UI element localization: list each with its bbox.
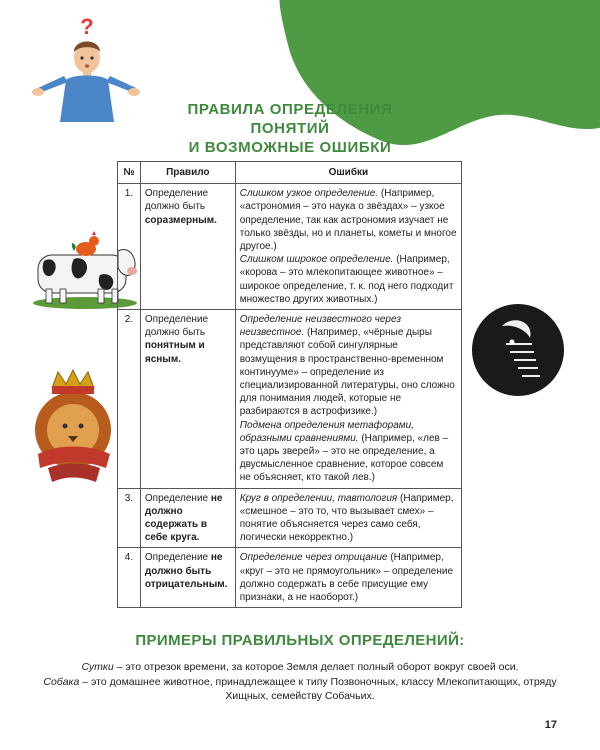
- row-number: 3.: [118, 488, 141, 548]
- errors-cell: [235, 488, 461, 548]
- rules-table: [117, 161, 462, 608]
- column-header-num: №: [118, 162, 141, 184]
- confused-person-illustration: [30, 10, 140, 122]
- moon-stairs-illustration: [472, 304, 564, 396]
- title-line-2: И ВОЗМОЖНЫЕ ОШИБКИ: [188, 139, 392, 156]
- example-definition: [40, 675, 560, 703]
- error-entry: [240, 253, 457, 306]
- rule-text: Определение должно быть: [144, 314, 209, 339]
- example-text: – это отрезок времени, за которое Земля делает полный оборот вокруг своей оси.: [113, 661, 519, 673]
- rule-key-term: не должно быть отрицательным.: [144, 552, 228, 590]
- rule-cell: [140, 548, 235, 608]
- table-header-row: [118, 162, 462, 184]
- error-name: Определение неизвестного через неизвестное.: [239, 314, 402, 339]
- error-entry: [240, 419, 457, 485]
- row-number: 2.: [118, 310, 141, 489]
- title-line-1: ПРАВИЛА ОПРЕДЕЛЕНИЯ ПОНЯТИЙ: [187, 101, 393, 137]
- table-row: [118, 488, 462, 548]
- error-example: (Например, «корова – это млекопитающее животное» – широкое определение, т. к. под него подходит множество других животных.): [239, 254, 454, 305]
- lion-with-crown-illustration: [28, 368, 118, 488]
- error-entry: [240, 551, 457, 604]
- rule-key-term: не должно содержать в себе круга.: [144, 492, 223, 544]
- page-title: [150, 100, 430, 157]
- error-name: Определение через отрицание: [239, 552, 388, 564]
- examples-heading: ПРИМЕРЫ ПРАВИЛЬНЫХ ОПРЕДЕЛЕНИЙ:: [135, 632, 465, 649]
- column-header-errors: Ошибки: [235, 162, 461, 184]
- errors-cell: [235, 310, 461, 489]
- page-number: 17: [544, 719, 557, 731]
- errors-cell: [235, 548, 461, 608]
- error-entry: [240, 187, 457, 253]
- rule-cell: [140, 488, 235, 548]
- rule-key-term: соразмерным.: [144, 214, 217, 226]
- rule-cell: [140, 310, 235, 489]
- rule-text: Определение: [144, 492, 209, 504]
- table-row: [118, 184, 462, 310]
- error-example: (Например, «лев – это царь зверей» – это не определение, а двусмысленное сравнение, которое совсем не объясняет, кто такой лев.): [239, 432, 449, 484]
- example-definition: [40, 660, 560, 674]
- error-example: (Например, «смешное – это то, что вызывает смех» – понятие объясняется через само себя, логически некорректно.): [239, 492, 454, 544]
- rule-cell: [140, 184, 235, 310]
- error-example: (Например, «круг – это не прямоугольник» – определение должно содержать в себе присущие ему признаки, а не наоборот.): [239, 552, 454, 604]
- error-example: (Например, «чёрные дыры представляют собой сингулярные возмущения в пространственно-временном континууме» – определение из специализированной литературы, оно сложно для понимания людей, которые не разбираются в астрофизике.): [239, 327, 455, 418]
- rule-text: Определение: [144, 552, 209, 564]
- table-row: [118, 310, 462, 489]
- rule-key-term: понятным и ясным.: [144, 340, 205, 365]
- error-name: Подмена определения метафорами, образными сравнениями.: [239, 419, 414, 444]
- error-name: Слишком узкое определение.: [239, 188, 379, 200]
- table-row: [118, 548, 462, 608]
- example-text: – это домашнее животное, принадлежащее к типу Позвоночных, классу Млекопитающих, отряду Хищных, семейству Собачьих.: [79, 676, 557, 702]
- error-entry: [240, 313, 457, 419]
- column-header-rule: Правило: [140, 162, 235, 184]
- question-mark: ?: [80, 14, 94, 39]
- errors-cell: [235, 184, 461, 310]
- example-term: Сутки: [81, 661, 114, 673]
- example-term: Собака: [43, 676, 80, 688]
- error-name: Слишком широкое определение.: [239, 254, 394, 266]
- row-number: 1.: [118, 184, 141, 310]
- error-example: (Например, «астрономия – это наука о звёздах» – узкое определение, так как астрономия изучает не только звёзды, но и планеты, кометы и многое другое.): [239, 188, 457, 253]
- error-name: Круг в определении, тавтология: [239, 492, 398, 504]
- row-number: 4.: [118, 548, 141, 608]
- rule-text: Определение должно быть: [144, 188, 209, 213]
- error-entry: [240, 492, 457, 545]
